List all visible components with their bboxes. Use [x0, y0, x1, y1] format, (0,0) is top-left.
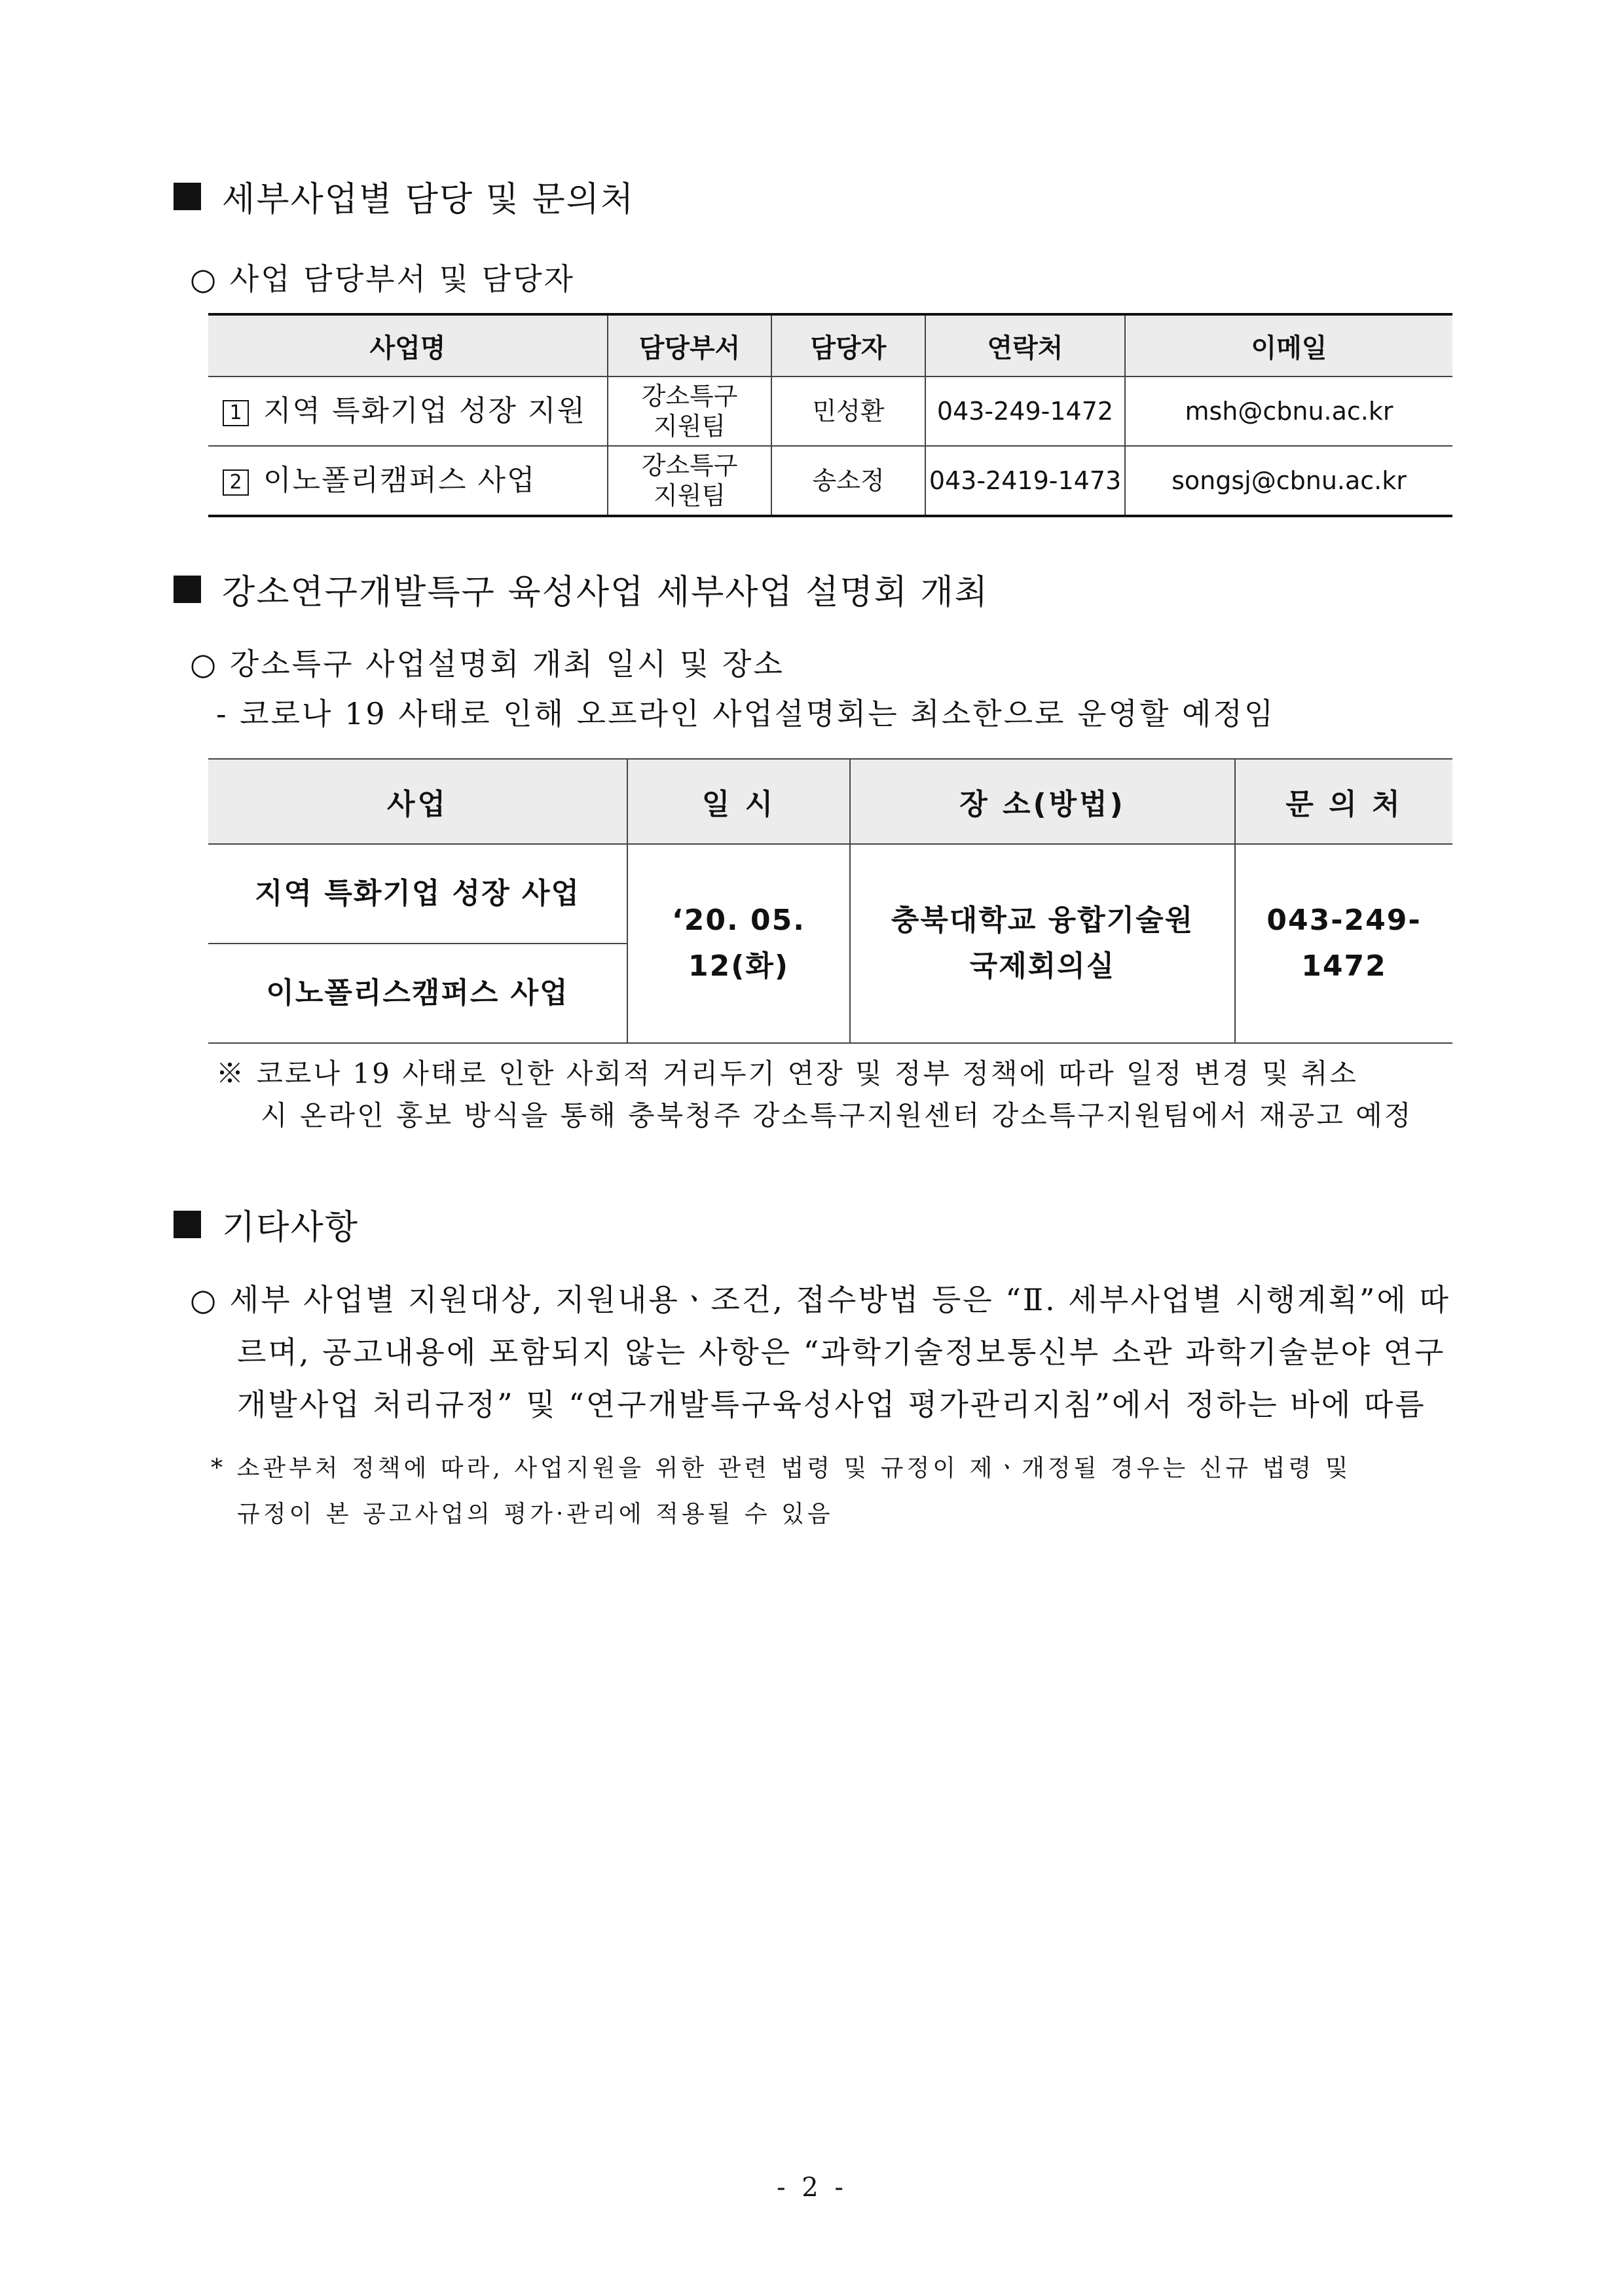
date-cell: ‘20. 05. 12(화) [627, 844, 850, 1043]
section3-para-line2: 르며, 공고내용에 포함되지 않는 사항은 “과학기술정보통신부 소관 과학기술분야 연구 [237, 1334, 1446, 1370]
table-row [208, 376, 1452, 446]
header-business: 사업 [208, 759, 627, 844]
department-cell: 강소특구 지원팀 [608, 376, 771, 446]
section1-heading: 세부사업별 담당 및 문의처 [174, 172, 635, 221]
email-cell: songsj@cbnu.ac.kr [1125, 446, 1452, 516]
section2-dash-note: - 코로나 19 사태로 인해 오프라인 사업설명회는 최소한으로 운영할 예정임 [216, 696, 1276, 731]
business-name-cell: 1 지역 특화기업 성장 지원 [208, 376, 608, 446]
square-bullet-icon [174, 183, 201, 210]
square-bullet-icon [174, 1211, 201, 1238]
business-name-cell: 2 이노폴리캠퍼스 사업 [208, 446, 608, 516]
section3-note-line1: * 소관부처 정책에 따라, 사업지원을 위한 관련 법령 및 규정이 제ㆍ개정될 경우는 신규 법령 및 [211, 1455, 1352, 1482]
business-cell: 지역 특화기업 성장 사업 [208, 844, 627, 944]
header-department: 담당부서 [608, 314, 771, 376]
header-email: 이메일 [1125, 314, 1452, 376]
header-person: 담당자 [771, 314, 925, 376]
table-header-row [208, 314, 1452, 376]
section2-bullet: ○ 강소특구 사업설명회 개최 일시 및 장소 [190, 646, 784, 682]
header-business-name: 사업명 [208, 314, 608, 376]
place-cell: 충북대학교 융합기술원 국제회의실 [850, 844, 1235, 1043]
page-number: - 2 - [777, 2173, 847, 2203]
section2-note-line1: ※ 코로나 19 사태로 인한 사회적 거리두기 연장 및 정부 정책에 따라 일정 변경 및 취소 [216, 1057, 1359, 1090]
table-header-row [208, 759, 1452, 844]
section3-note-line2: 규정이 본 공고사업의 평가·관리에 적용될 수 있음 [237, 1501, 834, 1528]
table-row [208, 446, 1452, 516]
email-cell: msh@cbnu.ac.kr [1125, 376, 1452, 446]
phone-cell: 043-2419-1473 [925, 446, 1125, 516]
section2-heading: 강소연구개발특구 육성사업 세부사업 설명회 개최 [174, 564, 989, 614]
contact-cell: 043-249-1472 [1235, 844, 1452, 1043]
section3-para-line1: ○ 세부 사업별 지원대상, 지원내용ㆍ조건, 접수방법 등은 “Ⅱ. 세부사업별 시행계획”에 따 [190, 1282, 1450, 1317]
header-date: 일 시 [627, 759, 850, 844]
business-cell: 이노폴리스캠퍼스 사업 [208, 944, 627, 1043]
person-cell: 민성환 [771, 376, 925, 446]
section3-para-line3: 개발사업 처리규정” 및 “연구개발특구육성사업 평가관리지침”에서 정하는 바에 따름 [237, 1387, 1426, 1422]
person-cell: 송소정 [771, 446, 925, 516]
item-number-box: 2 [223, 469, 249, 496]
header-place: 장 소(방법) [850, 759, 1235, 844]
department-cell: 강소특구 지원팀 [608, 446, 771, 516]
header-phone: 연락처 [925, 314, 1125, 376]
contact-table [208, 313, 1452, 517]
item-number-box: 1 [223, 400, 249, 426]
section2-note-line2: 시 온라인 홍보 방식을 통해 충북청주 강소특구지원센터 강소특구지원팀에서 재공고 예정 [261, 1099, 1413, 1131]
briefing-table [208, 758, 1452, 1044]
section3-heading: 기타사항 [174, 1200, 359, 1249]
square-bullet-icon [174, 576, 201, 603]
section1-bullet: ○ 사업 담당부서 및 담당자 [190, 261, 575, 297]
phone-cell: 043-249-1472 [925, 376, 1125, 446]
header-contact: 문 의 처 [1235, 759, 1452, 844]
table-row [208, 844, 1452, 944]
